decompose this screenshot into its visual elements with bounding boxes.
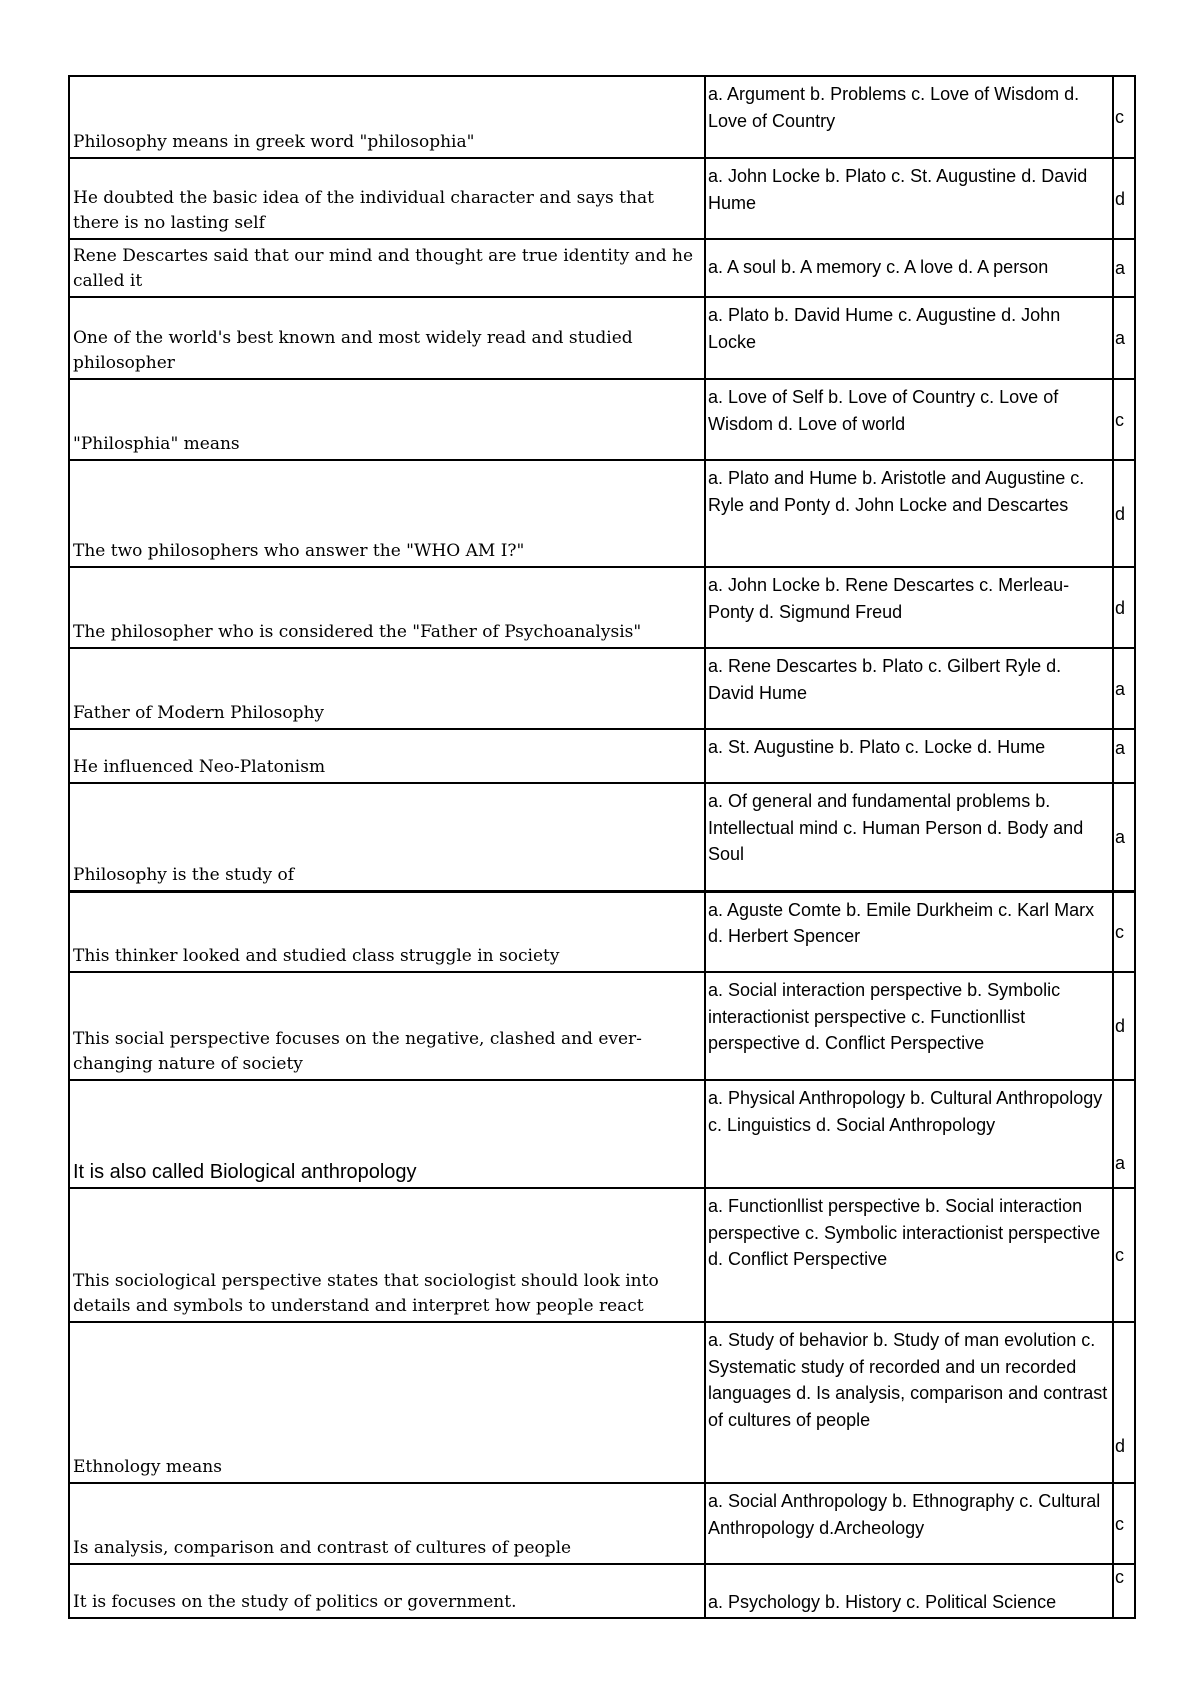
answer-cell: a: [1113, 729, 1135, 783]
question-cell: It is focuses on the study of politics or government.: [69, 1564, 705, 1618]
answer-cell: c: [1113, 1483, 1135, 1564]
question-cell: "Philosphia" means: [69, 379, 705, 460]
table-row: [69, 783, 1135, 891]
answer-cell: a: [1113, 783, 1135, 891]
choices-cell: a. John Locke b. Plato c. St. Augustine d. David Hume: [705, 158, 1113, 239]
question-cell: This social perspective focuses on the negative, clashed and ever-changing nature of society: [69, 972, 705, 1080]
choices-cell: a. Aguste Comte b. Emile Durkheim c. Karl Marx d. Herbert Spencer: [705, 891, 1113, 972]
table-row: [69, 1188, 1135, 1322]
answer-cell: c: [1113, 379, 1135, 460]
table-row: [69, 972, 1135, 1080]
answer-cell: c: [1113, 891, 1135, 972]
question-cell: This thinker looked and studied class struggle in society: [69, 891, 705, 972]
answer-cell: a: [1113, 1080, 1135, 1188]
choices-cell: a. Love of Self b. Love of Country c. Love of Wisdom d. Love of world: [705, 379, 1113, 460]
question-cell: This sociological perspective states that sociologist should look into details and symbols to understand and interpret how people react: [69, 1188, 705, 1322]
choices-cell: a. Social interaction perspective b. Symbolic interactionist perspective c. Functionllist perspective d. Conflict Perspective: [705, 972, 1113, 1080]
table-row: [69, 729, 1135, 783]
choices-cell: a. Rene Descartes b. Plato c. Gilbert Ryle d. David Hume: [705, 648, 1113, 729]
answer-cell: d: [1113, 972, 1135, 1080]
table-row: [69, 379, 1135, 460]
choices-cell: a. Psychology b. History c. Political Science: [705, 1564, 1113, 1618]
choices-cell: a. Of general and fundamental problems b. Intellectual mind c. Human Person d. Body and Soul: [705, 783, 1113, 891]
table-row: [69, 1322, 1135, 1483]
question-cell: Philosophy means in greek word "philosophia": [69, 76, 705, 158]
choices-cell: a. St. Augustine b. Plato c. Locke d. Hume: [705, 729, 1113, 783]
question-cell: Ethnology means: [69, 1322, 705, 1483]
question-cell: Philosophy is the study of: [69, 783, 705, 891]
table-row: [69, 158, 1135, 239]
question-cell: Is analysis, comparison and contrast of cultures of people: [69, 1483, 705, 1564]
table-row: [69, 76, 1135, 158]
question-cell: One of the world's best known and most widely read and studied philosopher: [69, 297, 705, 379]
answer-cell: d: [1113, 460, 1135, 567]
question-cell: He doubted the basic idea of the individual character and says that there is no lasting self: [69, 158, 705, 239]
choices-cell: a. A soul b. A memory c. A love d. A person: [705, 239, 1113, 297]
question-cell: The philosopher who is considered the "Father of Psychoanalysis": [69, 567, 705, 648]
answer-cell: a: [1113, 648, 1135, 729]
table-row: [69, 1483, 1135, 1564]
table-row: [69, 891, 1135, 972]
table-row: [69, 460, 1135, 567]
question-cell: Rene Descartes said that our mind and thought are true identity and he called it: [69, 239, 705, 297]
answer-cell: d: [1113, 567, 1135, 648]
choices-cell: a. Physical Anthropology b. Cultural Anthropology c. Linguistics d. Social Anthropology: [705, 1080, 1113, 1188]
table-row: [69, 567, 1135, 648]
quiz-table: [68, 75, 1136, 1619]
answer-cell: c: [1113, 1188, 1135, 1322]
choices-cell: a. Plato b. David Hume c. Augustine d. John Locke: [705, 297, 1113, 379]
choices-cell: a. Plato and Hume b. Aristotle and Augustine c. Ryle and Ponty d. John Locke and Descartes: [705, 460, 1113, 567]
choices-cell: a. Study of behavior b. Study of man evolution c. Systematic study of recorded and un recorded languages d. Is analysis, comparison and contrast of cultures of people: [705, 1322, 1113, 1483]
table-row: [69, 239, 1135, 297]
table-row: [69, 297, 1135, 379]
answer-cell: d: [1113, 1322, 1135, 1483]
question-cell: He influenced Neo-Platonism: [69, 729, 705, 783]
question-cell: It is also called Biological anthropology: [69, 1080, 705, 1188]
choices-cell: a. Social Anthropology b. Ethnography c. Cultural Anthropology d.Archeology: [705, 1483, 1113, 1564]
table-row: [69, 1564, 1135, 1618]
answer-cell: a: [1113, 239, 1135, 297]
table-row: [69, 1080, 1135, 1188]
answer-cell: c: [1113, 1564, 1135, 1618]
choices-cell: a. Functionllist perspective b. Social interaction perspective c. Symbolic interactionist perspective d. Conflict Perspective: [705, 1188, 1113, 1322]
table-row: [69, 648, 1135, 729]
choices-cell: a. Argument b. Problems c. Love of Wisdom d. Love of Country: [705, 76, 1113, 158]
answer-cell: a: [1113, 297, 1135, 379]
choices-cell: a. John Locke b. Rene Descartes c. Merleau-Ponty d. Sigmund Freud: [705, 567, 1113, 648]
question-cell: Father of Modern Philosophy: [69, 648, 705, 729]
answer-cell: c: [1113, 76, 1135, 158]
question-cell: The two philosophers who answer the "WHO AM I?": [69, 460, 705, 567]
answer-cell: d: [1113, 158, 1135, 239]
